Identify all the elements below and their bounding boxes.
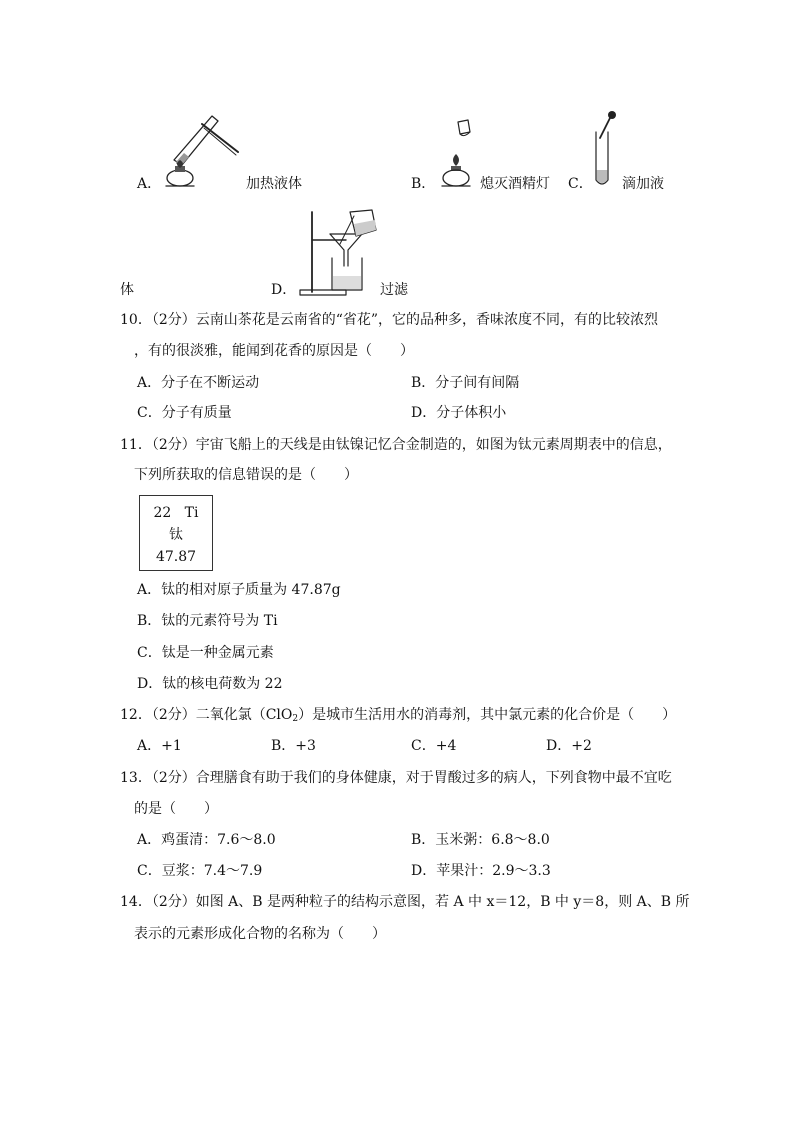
element-number-symbol (140, 504, 212, 522)
q12-stem (120, 706, 676, 728)
element-symbol: Ti (184, 505, 199, 521)
q11-option-d: D．钛的核电荷数为 22 (137, 676, 283, 692)
q9-option-d-caption: 过滤 (380, 282, 408, 298)
q13-option-d: D．苹果汁：2.9～3.3 (411, 863, 551, 879)
q10-option-b: B．分子间有间隔 (411, 375, 520, 391)
q14-stem-line1: 14．（2分）如图 A、B 是两种粒子的结构示意图，若 A 中 x＝12，B 中 y＝8，则 A、B 所 (120, 894, 690, 910)
q12-stem-post: ）是城市生活用水的消毒剂，其中氯元素的化合价是（ ） (298, 707, 677, 723)
q10-option-c: C．分子有质量 (137, 405, 232, 421)
q12-option-a: A．+1 (137, 738, 182, 754)
q12-stem-sub: 2 (292, 714, 299, 724)
filtration-figure (296, 208, 380, 298)
q13-option-b: B．玉米粥：6.8～8.0 (411, 832, 550, 848)
q9-option-d-letter: D． (271, 282, 297, 298)
element-number: 22 (153, 505, 172, 521)
q10-stem-line1: 10．（2分）云南山茶花是云南省的“省花”，它的品种多，香味浓度不同，有的比较浓烈 (120, 312, 659, 328)
heating-liquid-figure (160, 108, 242, 188)
dropping-liquid-figure (590, 110, 620, 190)
periodic-table-cell (139, 495, 213, 571)
q13-stem-line2: 的是（ ） (134, 801, 218, 817)
element-mass: 47.87 (155, 549, 197, 565)
q9-option-a-caption: 加热液体 (246, 176, 302, 192)
q12-option-b: B．+3 (271, 738, 316, 754)
q10-option-d: D．分子体积小 (411, 405, 507, 421)
element-name: 钛 (169, 527, 183, 543)
q14-stem-line2: 表示的元素形成化合物的名称为（ ） (134, 926, 386, 942)
extinguish-lamp-figure (436, 118, 480, 188)
q12-option-c: C．+4 (411, 738, 457, 754)
q11-option-b: B．钛的元素符号为 Ti (137, 613, 278, 629)
q13-option-c: C．豆浆：7.4～7.9 (137, 863, 263, 879)
q11-option-c: C．钛是一种金属元素 (137, 645, 274, 661)
q9-option-b-letter: B． (411, 176, 436, 192)
q11-option-a: A．钛的相对原子质量为 47.87g (137, 582, 341, 598)
q9-option-c-letter: C． (568, 176, 593, 192)
q11-stem-line1: 11．（2分）宇宙飞船上的天线是由钛镍记忆合金制造的，如图为钛元素周期表中的信息， (120, 437, 672, 453)
q13-stem-line1: 13．（2分）合理膳食有助于我们的身体健康，对于胃酸过多的病人，下列食物中最不宜吃 (120, 770, 672, 786)
q11-stem-line2: 下列所获取的信息错误的是（ ） (134, 467, 358, 483)
q10-option-a: A．分子在不断运动 (137, 375, 260, 391)
q9-option-b-caption: 熄灭酒精灯 (480, 176, 550, 192)
q10-stem-line2: ，有的很淡雅，能闻到花香的原因是（ ） (134, 343, 414, 359)
q9-option-c-caption: 滴加液 (622, 176, 664, 192)
q13-option-a: A．鸡蛋清：7.6～8.0 (137, 832, 276, 848)
q9-option-a-letter: A． (137, 176, 162, 192)
q12-option-d: D．+2 (546, 738, 592, 754)
q12-stem-pre: 12．（2分）二氧化氯（ClO (120, 707, 293, 723)
q9-option-c-caption-cont: 体 (120, 282, 134, 298)
